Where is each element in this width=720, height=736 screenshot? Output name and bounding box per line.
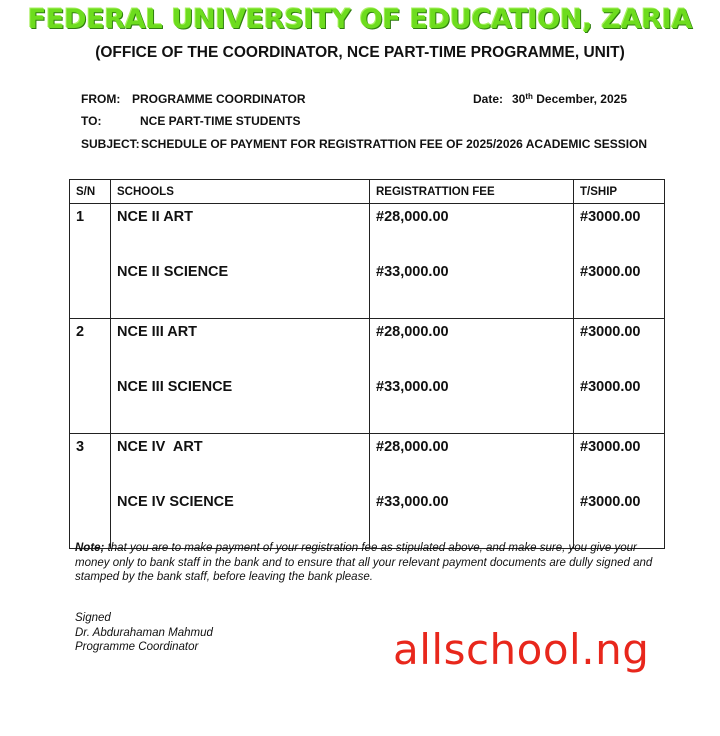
sn-value: 1 [76,209,85,225]
tship-fee: #3000.00 [580,439,641,455]
fee-cell [370,204,574,319]
sn-cell [70,319,111,434]
tship-fee: #3000.00 [580,209,641,225]
header-registration-fee: REGISTRATTION FEE [370,180,574,204]
date-value [512,92,627,106]
note-label: Note; [75,542,105,554]
header-sn: S/N [70,180,111,204]
subject-value: SCHEDULE OF PAYMENT FOR REGISTRATTION FEE OF 2025/2026 ACADEMIC SESSION [141,137,648,151]
school-name: NCE III SCIENCE [117,379,233,395]
sn-cell [70,204,111,319]
from-label: FROM: [81,92,121,106]
sn-cell [70,434,111,549]
university-title: FEDERAL UNIVERSITY OF EDUCATION, ZARIA [27,4,693,35]
signature-block [75,611,213,655]
table-row [70,204,665,319]
school-name: NCE II ART [117,209,193,225]
payment-note [75,541,655,585]
date-rest: December, 2025 [532,92,627,106]
tship-cell [574,434,665,549]
registration-fee: #33,000.00 [376,264,449,280]
to-value: NCE PART-TIME STUDENTS [140,114,301,128]
date-day: 30 [512,92,526,106]
subject-label: SUBJECT: [81,137,140,151]
school-name: NCE III ART [117,324,198,340]
registration-fee: #33,000.00 [376,379,449,395]
sn-value: 2 [76,324,85,340]
tship-fee: #3000.00 [580,379,641,395]
school-cell [111,319,370,434]
tship-cell [574,204,665,319]
date-label: Date: [473,92,504,106]
table-row [70,434,665,549]
tship-fee: #3000.00 [580,264,641,280]
watermark-text: allschool.ng [393,625,650,674]
sn-value: 3 [76,439,85,455]
office-subtitle: (OFFICE OF THE COORDINATOR, NCE PART-TIME PROGRAMME, UNIT) [95,44,625,61]
to-label: TO: [81,114,102,128]
registration-fee: #28,000.00 [376,439,449,455]
school-name: NCE II SCIENCE [117,264,229,280]
note-text: that you are to make payment of your registration fee as stipulated above, and make sure, you give your money only to bank staff in the bank and to ensure that all your relevant payment documents are dully signed and stamped by the bank staff, before leaving the bank please. [75,542,653,583]
signatory-name: Dr. Abdurahaman Mahmud [75,626,213,639]
table-row [70,319,665,434]
header-schools: SCHOOLS [111,180,370,204]
fee-cell [370,319,574,434]
signed-label: Signed [75,612,111,624]
school-cell [111,434,370,549]
table-header-row [70,180,665,204]
school-cell [111,204,370,319]
date-suffix: th [525,92,533,101]
school-name: NCE IV ART [117,439,203,455]
fee-cell [370,434,574,549]
registration-fee: #28,000.00 [376,324,449,340]
from-value: PROGRAMME COORDINATOR [132,92,306,106]
tship-fee: #3000.00 [580,324,641,340]
tship-fee: #3000.00 [580,494,641,510]
tship-cell [574,319,665,434]
registration-fee: #33,000.00 [376,494,449,510]
registration-fee: #28,000.00 [376,209,449,225]
school-name: NCE IV SCIENCE [117,494,234,510]
header-tship: T/SHIP [574,180,665,204]
fee-schedule-table [69,179,665,549]
signatory-role: Programme Coordinator [75,641,199,653]
